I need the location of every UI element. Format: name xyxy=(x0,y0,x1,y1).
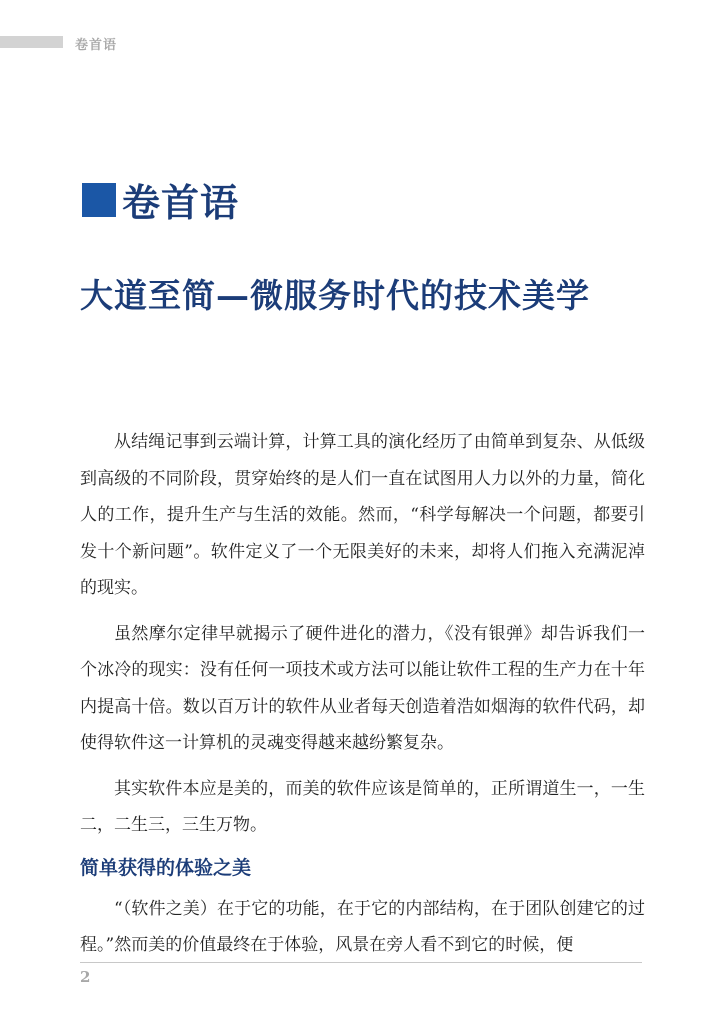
title-square-marker xyxy=(82,183,116,217)
body-paragraph-1: 从结绳记事到云端计算，计算工具的演化经历了由简单到复杂、从低级到高级的不同阶段，贯穿始终的是人们一直在试图用人力以外的力量，简化人的工作，提升生产与生活的效能。然而，“科学每解决一个问题，都要引发十个新问题”。软件定义了一个无限美好的未来，却将人们拖入充满泥淖的现实。 xyxy=(80,432,645,598)
running-head: 卷首语 xyxy=(75,38,118,53)
page-number: 2 xyxy=(80,968,91,986)
body-paragraph-2: 虽然摩尔定律早就揭示了硬件进化的潜力，《没有银弹》却告诉我们一个冰冷的现实：没有任何一项技术或方法可以能让软件工程的生产力在十年内提高十倍。数以百万计的软件从业者每天创造着浩如烟海的软件代码，却使得软件这一计算机的灵魂变得越来越纷繁复杂。 xyxy=(80,623,645,753)
footer-divider xyxy=(80,962,642,963)
body-paragraph-3: 其实软件本应是美的，而美的软件应该是简单的，正所谓道生一，一生二，二生三，三生万物。 xyxy=(80,778,645,835)
body-paragraph-4: “（软件之美）在于它的功能，在于它的内部结构，在于团队创建它的过程。”然而美的价值最终在于体验，风景在旁人看不到它的时候，便 xyxy=(80,898,645,955)
article-title: 大道至简—微服务时代的技术美学 xyxy=(80,276,590,315)
header-decor-bar xyxy=(0,36,63,48)
section-title xyxy=(82,172,239,227)
section-title-text: 卷首语 xyxy=(122,180,240,225)
article-body xyxy=(80,424,645,973)
subheading: 简单获得的体验之美 xyxy=(80,856,252,879)
